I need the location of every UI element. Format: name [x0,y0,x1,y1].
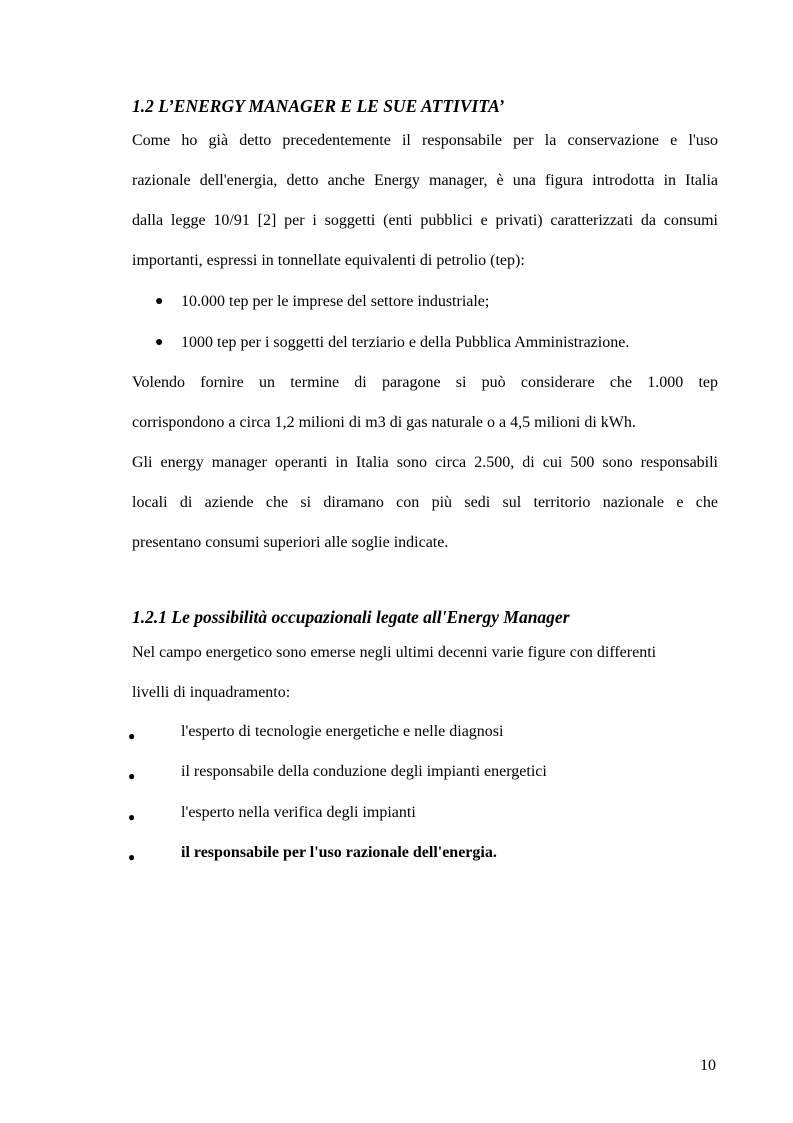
paragraph-line: Nel campo energetico sono emerse negli ultimi decenni varie figure con differenti [132,644,657,661]
paragraph-line: presentano consumi superiori alle soglie indicate. [132,534,449,551]
paragraph-line: Gli energy manager operanti in Italia sono circa 2.500, di cui 500 sono responsabili [132,454,718,471]
list-item-text: il responsabile per l'uso razionale dell'energia. [181,844,497,861]
bullet-icon: ● [128,810,136,824]
bullet-icon: ● [155,294,164,309]
paragraph-line: Volendo fornire un termine di paragone si può considerare che 1.000 tep [132,374,718,391]
list-item-text: 10.000 tep per le imprese del settore industriale; [181,293,490,310]
bullet-icon: ● [128,850,136,864]
section-heading: 1.2 L’ENERGY MANAGER E LE SUE ATTIVITA’ [132,96,505,116]
paragraph-line: locali di aziende che si diramano con più sedi sul territorio nazionale e che [132,494,718,511]
section-intro-paragraph [132,121,718,281]
bullet-icon: ● [128,729,136,743]
page-number: 10 [700,1057,716,1074]
paragraph-line: corrispondono a circa 1,2 milioni di m3 di gas naturale o a 4,5 milioni di kWh. [132,414,636,431]
list-item-text: il responsabile della conduzione degli impianti energetici [181,763,547,780]
list-item-text: l'esperto nella verifica degli impianti [181,804,416,821]
paragraph-line: livelli di inquadramento: [132,684,291,701]
subsection-heading: 1.2.1 Le possibilità occupazionali legate all'Energy Manager [132,607,570,627]
bullet-icon: ● [128,769,136,783]
subsection-intro-paragraph [132,633,718,713]
paragraph-line: importanti, espressi in tonnellate equivalenti di petrolio (tep): [132,252,525,269]
comparison-paragraph [132,363,718,443]
list-item-text: l'esperto di tecnologie energetiche e nelle diagnosi [181,723,504,740]
paragraph-line: razionale dell'energia, detto anche Energy manager, è una figura introdotta in Italia [132,172,718,189]
paragraph-line: dalla legge 10/91 [2] per i soggetti (enti pubblici e privati) caratterizzati da consumi [132,212,718,229]
bullet-icon: ● [155,335,164,350]
italy-paragraph [132,443,718,563]
paragraph-line: Come ho già detto precedentemente il responsabile per la conservazione e l'uso [132,132,718,149]
list-item-text: 1000 tep per i soggetti del terziario e della Pubblica Amministrazione. [181,334,630,351]
